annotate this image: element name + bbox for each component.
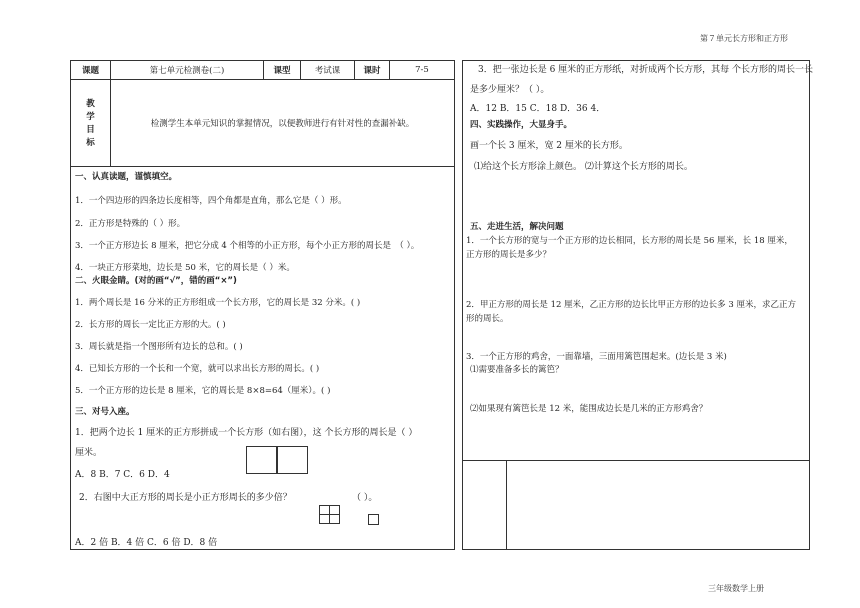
s3-q2: 2．右图中大正方形的周长是小正方形周长的多少倍？	[79, 493, 292, 503]
s5-q3-b: ⑵如果现有篱笆长是 12 米，能围成边长是几米的正方形鸡舍？	[470, 404, 708, 414]
goal-value: 检测学生本单元知识的掌握情况，以便教师进行有针对性的查漏补缺。	[150, 119, 415, 129]
s2-item-4: 4．已知长方形的一个长和一个宽，就可以求出长方形的周长。( )	[75, 364, 320, 374]
s3-q1-options: A．8 B．7 C．6 D．4	[75, 470, 170, 480]
s3-q3-line2: 是多少厘米？（ ）。	[470, 85, 550, 95]
s3-q1-line1: 1．把两个边长 1 厘米的正方形拼成一个长方形（如右图），这 个长方形的周长是（ ）	[75, 428, 418, 438]
s1-item-1: 1．一个四边形的四条边长度相等，四个角都是直角，那么它是（ ）形。	[75, 196, 347, 206]
section1-title: 一、认真读题，谨慎填空。	[75, 172, 178, 182]
s5-q1: 1．一个长方形的宽与一个正方形的边长相同，长方形的周长是 56 厘米，长 18 厘米， 正方形的周长是多少？	[466, 236, 793, 260]
s4-line1: 画一个长 3 厘米，宽 2 厘米的长方形。	[470, 141, 628, 151]
goal-label: 教 学 目 标	[86, 99, 95, 148]
figure-square-left	[246, 446, 277, 474]
s1-item-2: 2．正方形是特殊的（ ）形。	[75, 219, 186, 229]
s5-q3-a: ⑴需要准备多长的篱笆？	[470, 365, 564, 375]
s3-q3-options: A．12 B．15 C．18 D．36 4．	[470, 104, 606, 114]
section5-title: 五、走进生活，解决问题	[470, 222, 564, 232]
section3-title: 三、对号入座。	[75, 407, 135, 417]
section2-title: 二、火眼金睛。(对的画“√”，错的画“×”)	[75, 276, 237, 286]
s2-item-3: 3．周长就是指一个图形所有边长的总和。( )	[75, 342, 243, 352]
time-label: 课时	[363, 66, 381, 76]
s3-q2-options: A．2 倍 B．4 倍 C．6 倍 D．8 倍	[75, 538, 218, 548]
s1-item-4: 4．一块正方形菜地，边长是 50 米，它的周长是（ ）米。	[75, 263, 295, 273]
s2-item-1: 1．两个周长是 16 分米的正方形组成一个长方形，它的周长是 32 分米。( )	[75, 298, 361, 308]
s3-q3-line1: 3．把一张边长是 6 厘米的正方形纸，对折成两个长方形，其每 个长方形的周长一长	[478, 65, 814, 75]
topic-label: 课题	[81, 66, 99, 76]
page-header: 第７单元长方形和正方形	[700, 34, 788, 43]
s4-line2: ⑴给这个长方形涂上颜色。 ⑵计算这个长方形的周长。	[474, 162, 693, 172]
type-value: 考试课	[314, 66, 341, 76]
page-footer: 三年级数学上册	[708, 584, 764, 593]
type-label: 课型	[273, 66, 291, 76]
s2-item-2: 2．长方形的周长一定比正方形的大。( )	[75, 320, 226, 330]
time-value: 7-5	[415, 65, 429, 75]
s3-q2-blank: （ ）。	[352, 493, 378, 503]
s2-item-5: 5．一个正方形的边长是 8 厘米，它的周长是 8×8=64（厘米）。( )	[75, 386, 331, 396]
section4-title: 四、实践操作，大显身手。	[470, 120, 573, 130]
s5-q2: 2．甲正方形的周长是 12 厘米，乙正方形的边长比甲正方形的边长多 3 厘米，求乙正方 形的周长。	[466, 300, 796, 324]
figure-square-right	[277, 446, 308, 474]
topic-value: 第七单元检测卷(二)	[149, 66, 225, 76]
s1-item-3: 3．一个正方形边长 8 厘米，把它分成 4 个相等的小正方形，每个小正方形的周长是 （ ）。	[75, 241, 420, 251]
figure-small-square	[368, 514, 379, 525]
s5-q3: 3．一个正方形的鸡舍，一面靠墙，三面用篱笆围起来。(边长是 3 米)	[466, 352, 727, 362]
s3-q1-line2: 厘米。	[75, 448, 103, 458]
